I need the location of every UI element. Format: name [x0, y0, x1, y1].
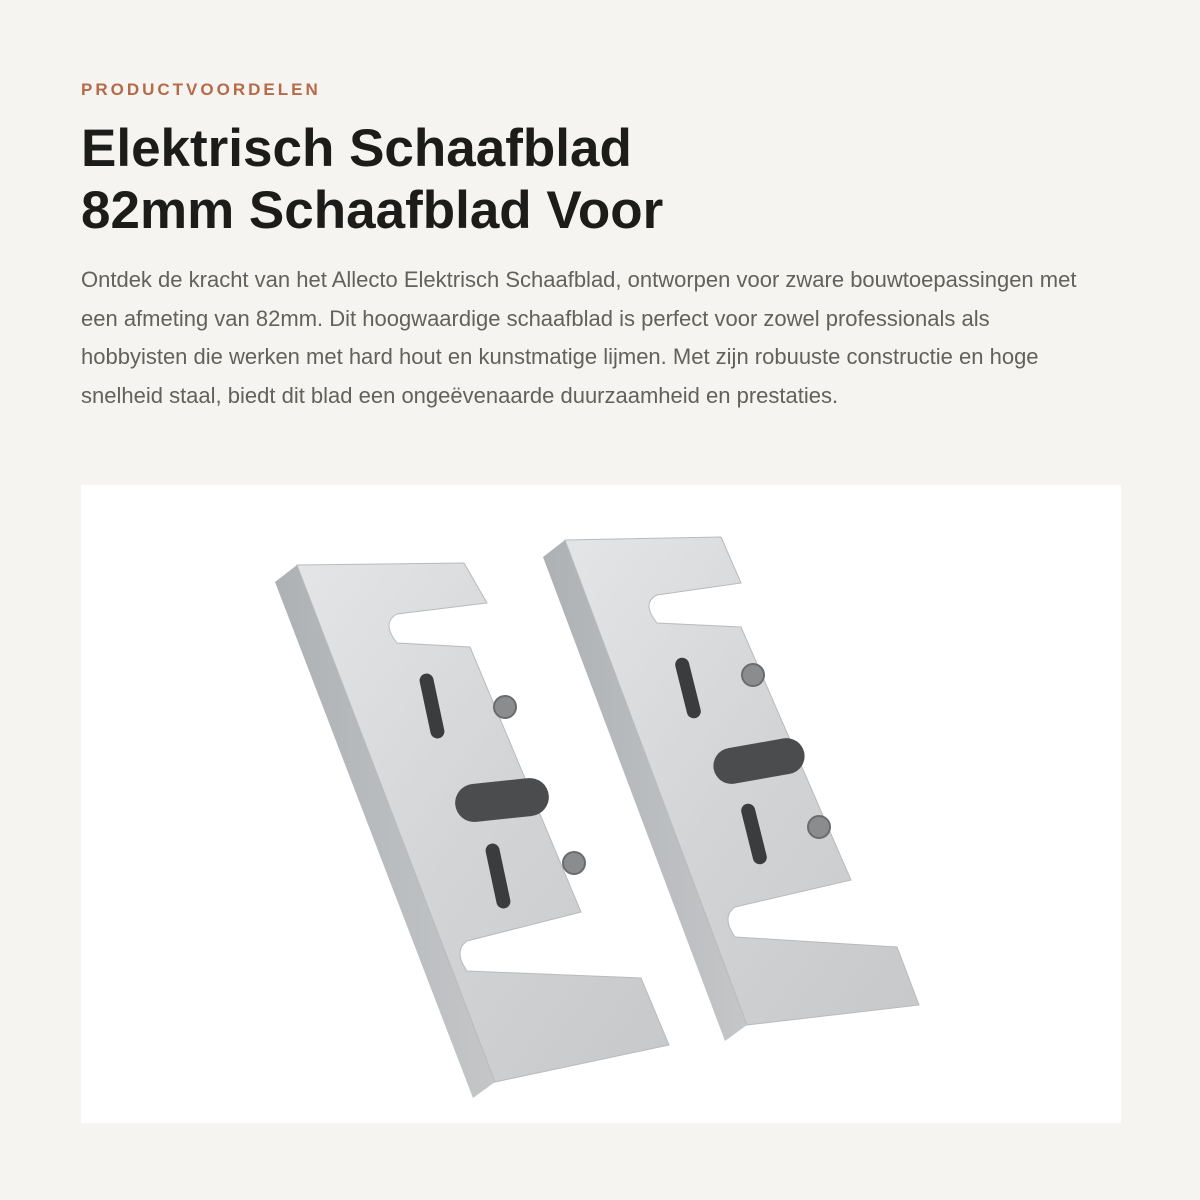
blade-right [543, 537, 919, 1041]
blade-right-screw-top [742, 664, 764, 686]
title-line-2: 82mm Schaafblad Voor [81, 181, 664, 240]
product-description: Ontdek de kracht van het Allecto Elektrisch Schaafblad, ontworpen voor zware bouwtoepassingen met een afmeting van 82mm. Dit hoogwaardige schaafblad is perfect voor zowel professionals als hobbyisten die werken met hard hout en kunstmatige lijmen. Met zijn robuuste constructie en hoge snelheid staal, biedt dit blad een ongeëvenaarde duurzaamheid en prestaties. [81, 267, 1077, 408]
blade-left-screw-bottom [563, 852, 585, 874]
blade-right-screw-bottom [808, 816, 830, 838]
blade-left-screw-top [494, 696, 516, 718]
product-image [81, 485, 1121, 1123]
planer-blades-illustration [81, 485, 1121, 1123]
page-title [81, 118, 1121, 242]
title-line-1: Elektrisch Schaafblad [81, 119, 632, 178]
eyebrow-label: PRODUCTVOORDELEN [81, 80, 321, 99]
